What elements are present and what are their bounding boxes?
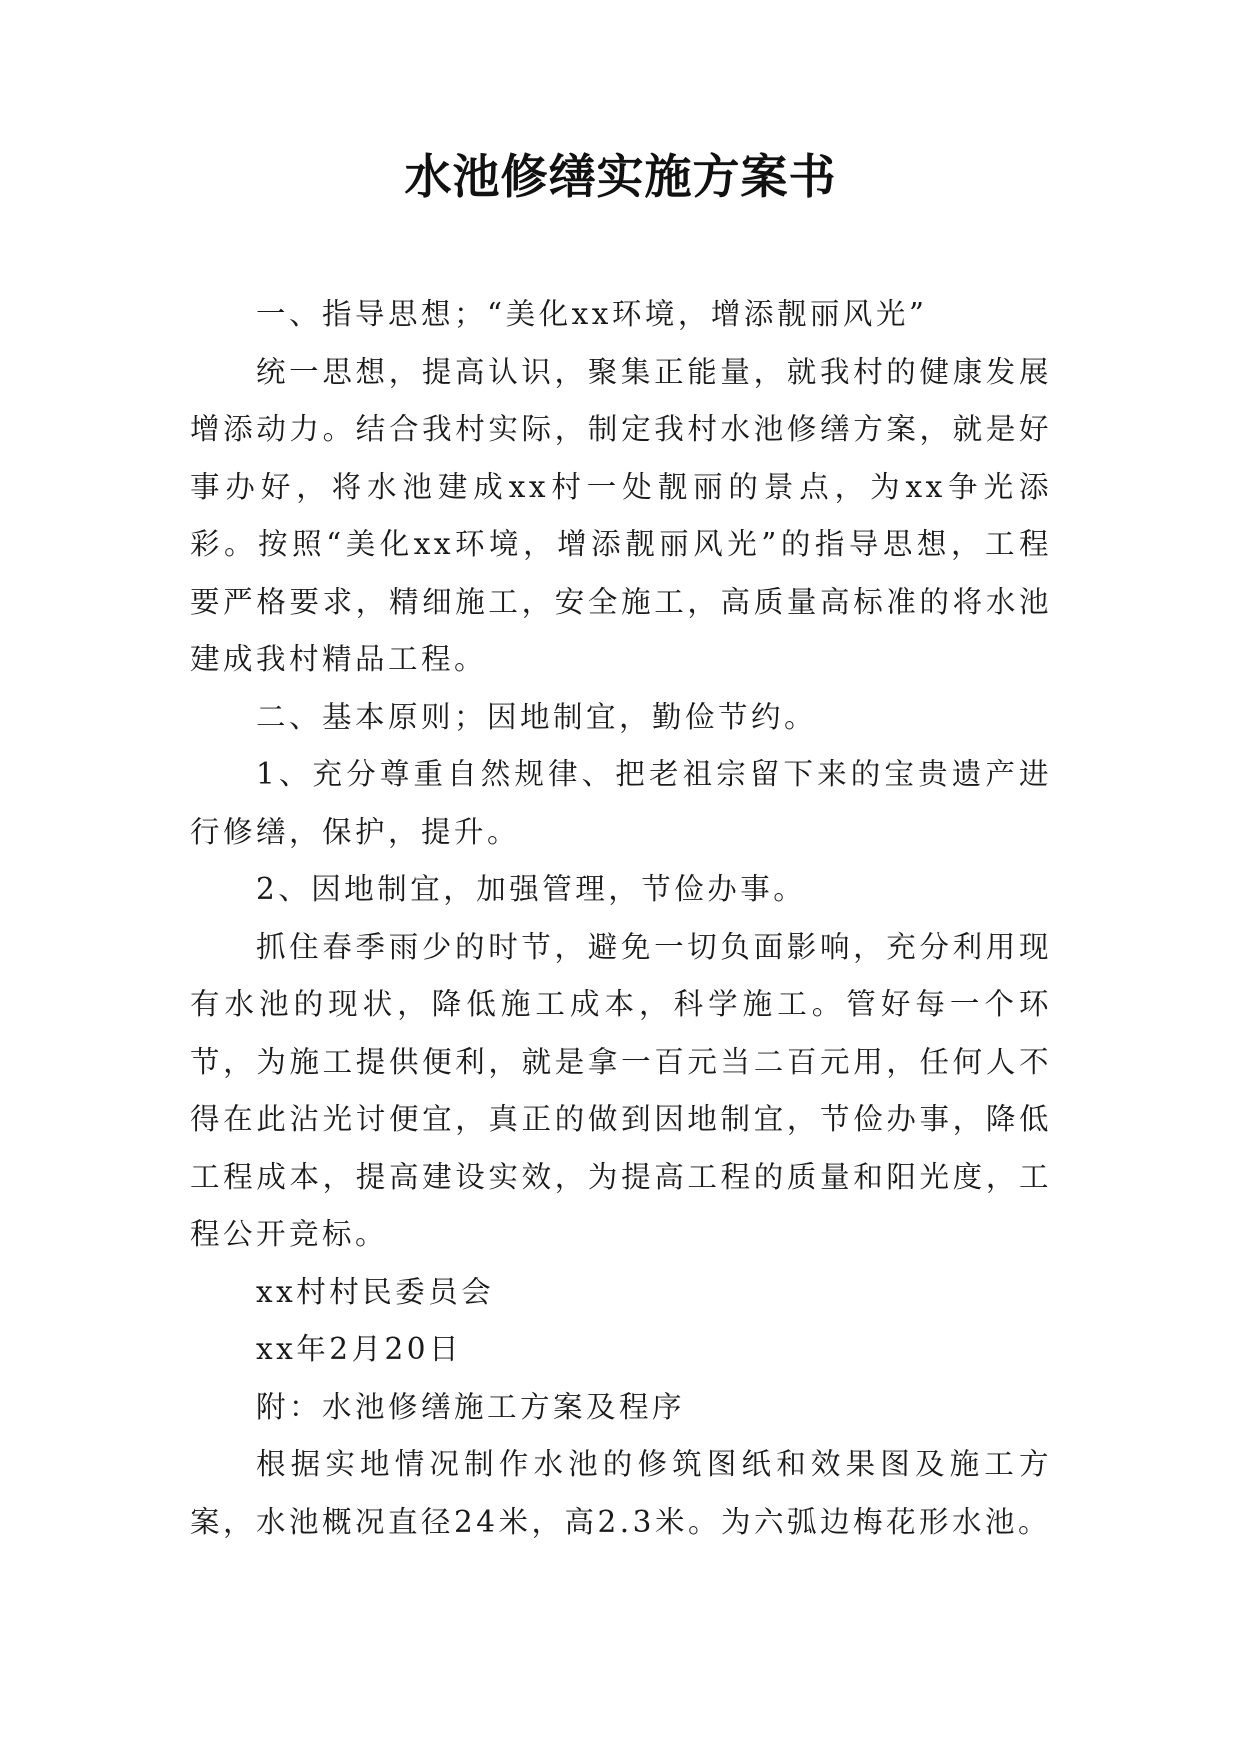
paragraph-guiding-ideology: 统一思想，提高认识，聚集正能量，就我村的健康发展增添动力。结合我村实际，制定我村水池修缮方案，就是好事办好，将水池建成xx村一处靓丽的景点，为xx争光添彩。按照“美化xx环境，增添靓丽风光”的指导思想，工程要严格要求，精细施工，安全施工，高质量高标准的将水池建成我村精品工程。	[190, 354, 1052, 676]
document-body	[190, 286, 1052, 1551]
signature-date: xx年2月20日	[256, 1332, 463, 1366]
principle-item-2: 2、因地制宜，加强管理，节俭办事。	[256, 872, 807, 906]
section-heading-guiding-ideology: 一、指导思想；“美化xx环境，增添靓丽风光”	[256, 297, 928, 331]
signature-committee: xx村村民委员会	[256, 1274, 495, 1309]
principle-item-1: 1、充分尊重自然规律、把老祖宗留下来的宝贵遗产进行修缮，保护，提升。	[190, 757, 1052, 849]
paragraph-construction-approach: 抓住春季雨少的时节，避免一切负面影响，充分利用现有水池的现状，降低施工成本，科学施工。管好每一个环节，为施工提供便利，就是拿一百元当二百元用，任何人不得在此沾光讨便宜，真正的做到因地制宜，节俭办事，降低工程成本，提高建设实效，为提高工程的质量和阳光度，工程公开竞标。	[190, 929, 1052, 1251]
appendix-heading: 附：水池修缮施工方案及程序	[256, 1389, 686, 1424]
section-heading-basic-principles: 二、基本原则；因地制宜，勤俭节约。	[256, 699, 818, 734]
paragraph-appendix: 根据实地情况制作水池的修筑图纸和效果图及施工方案，水池概况直径24米，高2.3米。为六弧边梅花形水池。	[190, 1447, 1052, 1539]
document-title: 水池修缮实施方案书	[404, 150, 837, 205]
